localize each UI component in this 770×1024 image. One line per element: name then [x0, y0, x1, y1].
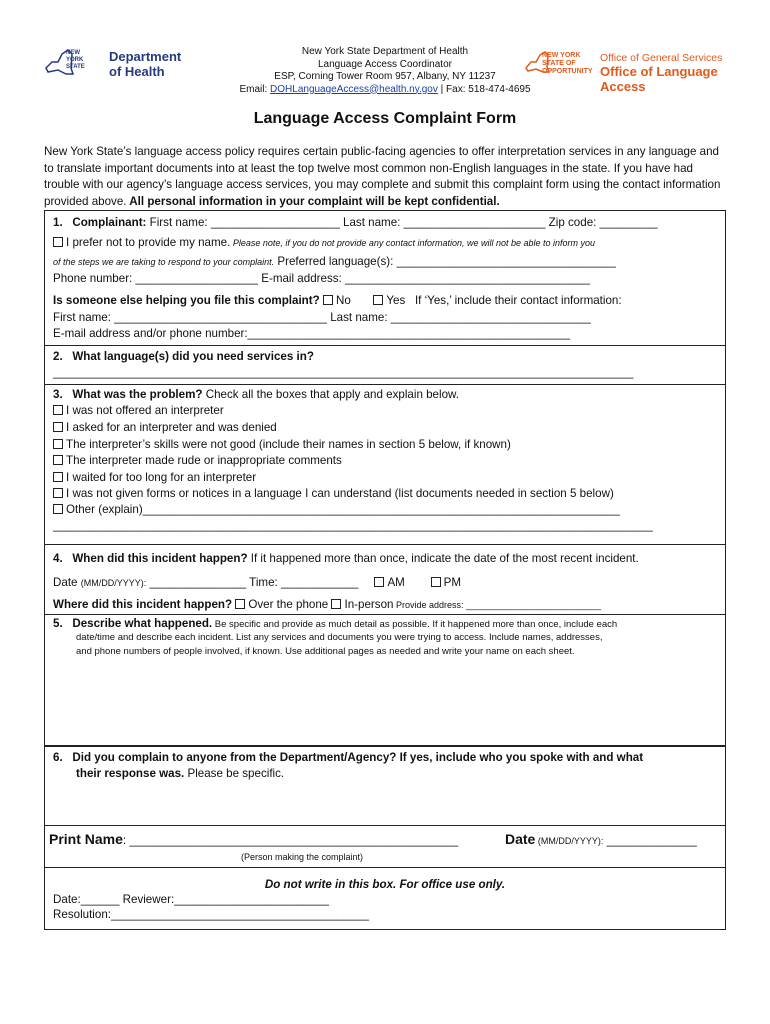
intro-paragraph [44, 144, 728, 210]
s4-num: 4. [53, 552, 63, 565]
problem-option-label: I was not given forms or notices in a language I can understand (list documents needed in section 5 below) [66, 487, 614, 500]
section-3-row [53, 388, 459, 402]
logo-line2: of Health [109, 64, 165, 79]
s6-text: Please be specific. [184, 767, 285, 780]
s6-num: 6. [53, 751, 63, 764]
date-label: Date [53, 576, 81, 589]
helper-name-field[interactable]: First name: _________________________________ Last name: _______________________________ [53, 311, 591, 324]
problem-option[interactable] [53, 454, 342, 468]
s4-instructions: If it happened more than once, indicate the date of the most recent incident. [247, 552, 639, 565]
s2-num: 2. [53, 350, 63, 363]
where-row [53, 598, 601, 612]
header-contact [200, 46, 570, 96]
s5-text2: date/time and describe each incident. List any services and documents you were trying to access. Include names, addresses, [76, 632, 603, 643]
s6-label2: their response was. [76, 767, 185, 780]
section-1-row1 [53, 216, 658, 230]
helping-row [53, 294, 622, 308]
yes-checkbox[interactable] [373, 295, 383, 305]
s6-label1: Did you complain to anyone from the Department/Agency? If yes, include who you spoke with and what [72, 751, 644, 764]
section-5-row [53, 617, 617, 632]
divider-1 [45, 345, 725, 346]
signature-date-label: Date [505, 831, 536, 847]
coordinator: Language Access Coordinator [318, 58, 452, 70]
signature-box [44, 826, 726, 868]
optout-checkbox[interactable] [53, 237, 63, 247]
doh-logo [44, 44, 194, 86]
problem-option-label: The interpreter made rude or inappropriate comments [66, 454, 342, 467]
s1-name-fields[interactable]: First name: ____________________ Last name: ______________________ Zip code: _________ [146, 216, 658, 229]
print-name-row [49, 831, 458, 849]
s1-num: 1. [53, 216, 63, 229]
date-time-field[interactable]: _______________ Time: ____________ [146, 576, 359, 589]
problem-option-label: I waited for too long for an interpreter [66, 471, 257, 484]
problem-checkbox[interactable] [53, 504, 63, 514]
s4-label: When did this incident happen? [72, 552, 248, 565]
logo-line1: Department [109, 49, 182, 64]
email-link[interactable]: DOHLanguageAccess@health.ny.gov [270, 83, 438, 95]
pm-label: PM [443, 576, 462, 589]
address-field[interactable]: Provide address: ___________________________ [393, 600, 602, 610]
s3-num: 3. [53, 388, 63, 401]
helper-contact-field[interactable]: E-mail address and/or phone number:__________________________________________________ [53, 327, 571, 340]
s5-text3: and phone numbers of people involved, if known. Use additional pages as needed and write your name on each sheet. [76, 646, 575, 657]
problem-option-label: I asked for an interpreter and was denied [66, 421, 277, 434]
helping-question: Is someone else helping you file this complaint? [53, 294, 320, 307]
print-name-label: Print Name [49, 831, 123, 847]
yes-note: If ‘Yes,’ include their contact information: [414, 294, 622, 307]
signature-caption: (Person making the complaint) [241, 852, 364, 862]
optout-note2: of the steps we are taking to respond to your complaint. [53, 257, 275, 267]
signature-date-format: (MM/DD/YYYY): [535, 836, 604, 846]
section-6-row [53, 751, 643, 765]
in-person-label: In-person [344, 598, 394, 611]
email-label: Email: [239, 83, 271, 95]
problem-checkbox[interactable] [53, 422, 63, 432]
problem-checkbox[interactable] [53, 472, 63, 482]
office-use-title: Do not write in this box. For office use only. [264, 878, 506, 891]
logo-dept-text [109, 49, 181, 79]
problem-option[interactable] [53, 438, 511, 452]
problem-explain-field[interactable]: _____________________________________________________________________________________________ [53, 519, 653, 532]
s2-label: What language(s) did you need services in? [72, 350, 314, 363]
problem-option[interactable] [53, 471, 256, 485]
s5-response-area[interactable] [45, 661, 725, 745]
no-checkbox[interactable] [323, 295, 333, 305]
problem-checkbox[interactable] [53, 488, 63, 498]
office-date-reviewer: Date:______ Reviewer:________________________ [53, 893, 329, 906]
language-needed-field[interactable]: __________________________________________________________________________________________ [53, 366, 634, 379]
s5-text1: Be specific and provide as much detail as possible. If it happened more than once, include each [212, 619, 618, 630]
section-4-row [53, 552, 639, 566]
phone-checkbox[interactable] [235, 599, 245, 609]
ogs-line2: Office of Language Access [600, 64, 718, 94]
form-box [44, 210, 726, 747]
print-name-field[interactable]: : ___________________________________________________ [122, 834, 459, 847]
phone-label: Over the phone [248, 598, 329, 611]
s6-row2 [76, 767, 284, 781]
address: ESP, Corning Tower Room 957, Albany, NY 11237 [274, 71, 496, 82]
phone-email-field[interactable]: Phone number: ___________________ E-mail address: ______________________________________ [53, 272, 591, 285]
optout-label: I prefer not to provide my name. [66, 236, 231, 249]
ogs-state-text: NEW YORK STATE OF OPPORTUNITY [542, 52, 593, 75]
date-time-row [53, 576, 461, 590]
form-title: Language Access Complaint Form [253, 110, 517, 127]
fax: | Fax: 518-474-4695 [437, 83, 531, 95]
where-question: Where did this incident happen? [53, 598, 233, 611]
s5-label: Describe what happened. [72, 617, 213, 630]
s1-label: Complainant: [72, 216, 147, 229]
preferred-language-field[interactable]: Preferred language(s): __________________________________ [274, 255, 616, 268]
yes-label: Yes [386, 294, 406, 307]
section-6-box [44, 746, 726, 826]
contact-line [200, 84, 570, 97]
office-use-box [44, 868, 726, 930]
divider-2 [45, 384, 725, 385]
agency-name: New York State Department of Health [301, 46, 469, 57]
problem-option[interactable] [53, 404, 224, 418]
problem-checkbox[interactable] [53, 405, 63, 415]
logo-state-text: NEW YORK STATE [66, 50, 85, 70]
pm-checkbox[interactable] [431, 577, 441, 587]
ogs-logo [524, 48, 754, 94]
s3-label: What was the problem? [72, 388, 203, 401]
s6-response-area[interactable] [45, 784, 725, 824]
intro-text: New York State’s language access policy requires certain public-facing agencies to offer interpretation services in any language and to translate important documents into at least the top twelve most common non-English languages in the state. If you have had trouble with our agency’s language access services, you may complete and submit this complaint form using the contact information provided above. [44, 145, 721, 208]
s5-num: 5. [53, 617, 63, 630]
divider-3 [45, 544, 725, 545]
problem-option-label: Other (explain)__________________________________________________________________________ [66, 503, 620, 516]
problem-option[interactable] [53, 487, 614, 501]
am-checkbox[interactable] [374, 577, 384, 587]
no-label: No [335, 294, 351, 307]
s1-optout-row [53, 236, 595, 250]
s1-note-row [53, 255, 616, 269]
signature-date-field[interactable]: ______________ [603, 834, 697, 847]
date-format: (MM/DD/YYYY): [80, 578, 147, 588]
intro-bold: All personal information in your complaint will be kept confidential. [126, 194, 500, 208]
optout-note1: Please note, if you do not provide any contact information, we will not be able to inform you [230, 238, 596, 248]
in-person-checkbox[interactable] [331, 599, 341, 609]
problem-checkbox[interactable] [53, 455, 63, 465]
problem-option[interactable] [53, 421, 277, 435]
problem-checkbox[interactable] [53, 439, 63, 449]
divider-4 [45, 614, 725, 615]
section-2-row [53, 350, 314, 364]
problem-option[interactable] [53, 503, 620, 517]
signature-date-row [505, 831, 697, 849]
am-label: AM [387, 576, 405, 589]
ogs-line1: Office of General Services [600, 52, 723, 64]
s3-instructions: Check all the boxes that apply and explain below. [202, 388, 459, 401]
problem-option-label: I was not offered an interpreter [66, 404, 224, 417]
office-resolution: Resolution:________________________________________ [53, 908, 369, 921]
problem-option-label: The interpreter’s skills were not good (include their names in section 5 below, if known) [66, 438, 511, 451]
